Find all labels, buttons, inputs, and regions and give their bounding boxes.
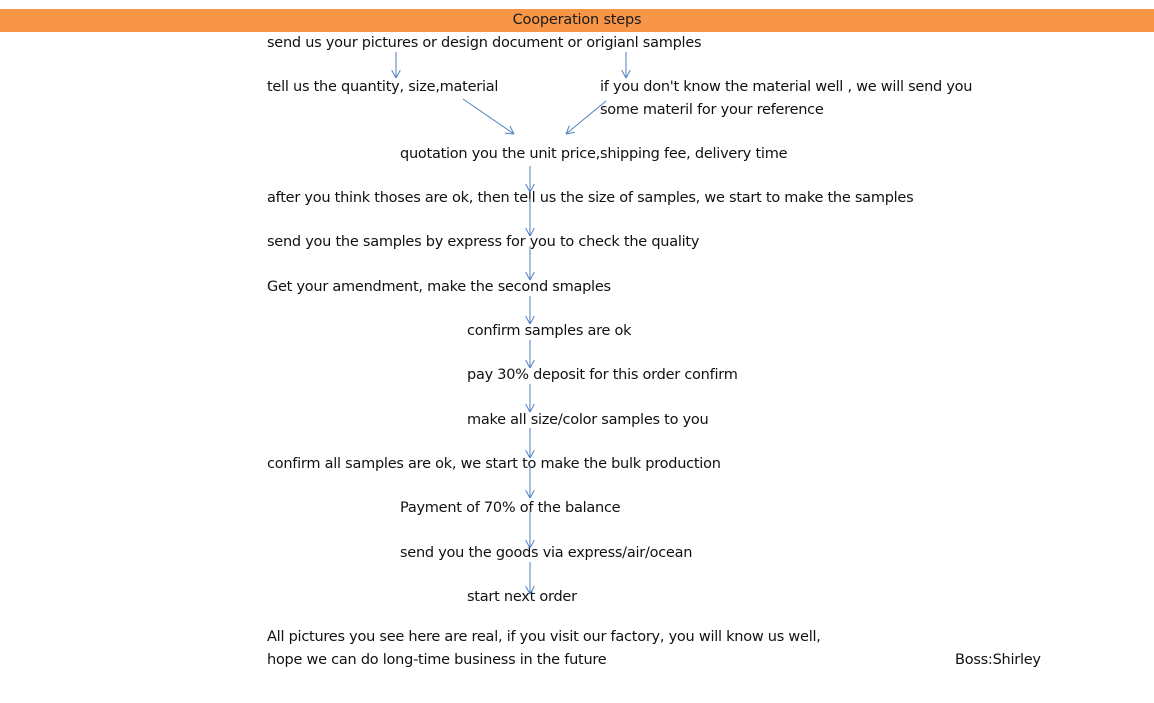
step-all-size-samples: make all size/color samples to you [467, 412, 709, 428]
arrow-confirm-to-deposit [526, 340, 535, 368]
material-note-line-2: some materil for your reference [600, 102, 824, 118]
arrow-send-samples-to-amendment [526, 246, 535, 280]
step-size-of-samples: after you think thoses are ok, then tell us the size of samples, we start to make the samples [267, 190, 914, 206]
step-send-goods: send you the goods via express/air/ocean [400, 545, 693, 561]
footer-line-2: hope we can do long-time business in the future [267, 652, 607, 668]
step-deposit: pay 30% deposit for this order confirm [467, 367, 738, 383]
step-send-samples: send you the samples by express for you to check the quality [267, 234, 700, 250]
signature: Boss:Shirley [955, 652, 1041, 668]
arrow-pictures-to-material-note [622, 52, 631, 78]
page-title: Cooperation steps [512, 12, 642, 28]
step-amendment: Get your amendment, make the second smaples [267, 279, 611, 295]
step-send-pictures: send us your pictures or design document or origianl samples [267, 35, 702, 51]
arrow-pictures-to-quantity [392, 52, 401, 78]
arrow-amendment-to-confirm [526, 296, 535, 324]
step-bulk-production: confirm all samples are ok, we start to make the bulk production [267, 456, 721, 472]
material-note-line-1: if you don't know the material well , we will send you [600, 79, 973, 95]
step-quotation: quotation you the unit price,shipping fee, delivery time [400, 146, 788, 162]
arrow-all-samples-to-bulk [526, 428, 535, 458]
title-bar [0, 9, 1154, 32]
arrow-deposit-to-all-samples [526, 384, 535, 412]
footer-line-1: All pictures you see here are real, if you visit our factory, you will know us well, [267, 629, 821, 645]
arrow-quantity-to-quotation [463, 99, 514, 134]
step-next-order: start next order [467, 589, 577, 605]
step-balance-payment: Payment of 70% of the balance [400, 500, 621, 516]
step-tell-quantity: tell us the quantity, size,material [267, 79, 499, 95]
step-confirm-samples: confirm samples are ok [467, 323, 632, 339]
